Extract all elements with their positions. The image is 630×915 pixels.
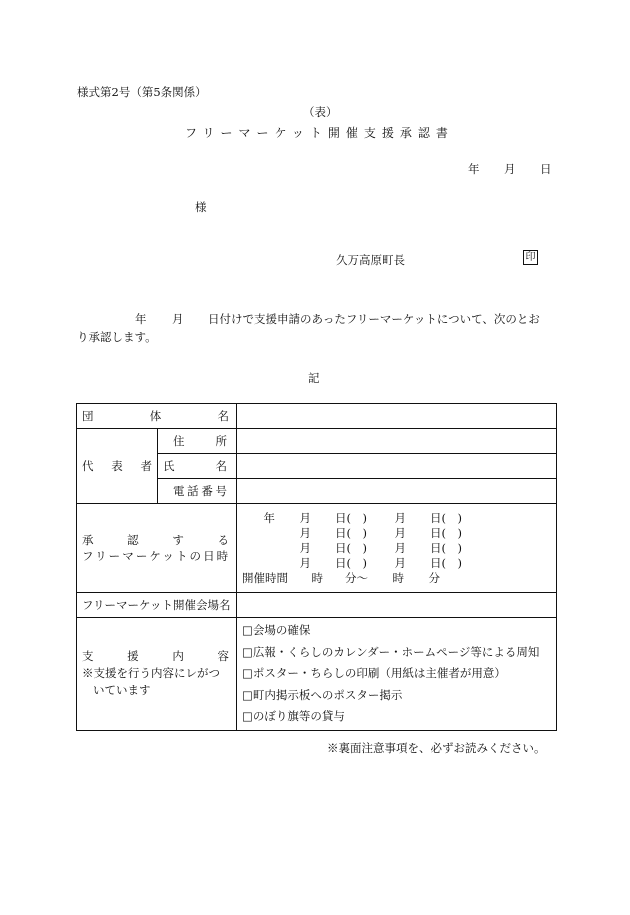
hours-line: 開催時間 時 分〜 時 分 [242, 570, 440, 585]
date-line: 年 月 日( ) 月 日( ) [263, 510, 462, 525]
side-label: （表） [303, 105, 338, 119]
person-name-label: 氏 名 [158, 454, 237, 479]
support-items [237, 618, 557, 731]
representative-label: 代 表 者 [77, 429, 158, 504]
support-item-printing[interactable]: □ポスター・ちらしの印刷（用紙は主催者が用意） [242, 666, 506, 680]
form-number: 様式第2号（第5条関係） [77, 85, 207, 99]
footer-note: ※裏面注意事項を、必ずお読みください。 [327, 741, 546, 755]
ki-heading: 記 [308, 371, 320, 385]
table-row [77, 504, 557, 593]
issuer-name: 久万高原町長 [336, 253, 405, 267]
table-row [77, 618, 557, 731]
seal-mark: 印 [523, 250, 538, 265]
date-line: 月 日( ) 月 日( ) [299, 555, 462, 570]
venue-field[interactable] [237, 593, 557, 618]
datetime-label: 承 認 す る フリーマーケットの日時 [77, 504, 237, 593]
support-item-board-posting[interactable]: □町内掲示板へのポスター掲示 [242, 687, 403, 702]
document-title: フリーマーケット開催支援承認書 [185, 126, 454, 140]
support-item-banner-loan[interactable]: □のぼり旗等の貸与 [242, 709, 345, 723]
support-item-venue[interactable]: □会場の確保 [242, 623, 311, 637]
application-table [76, 403, 557, 731]
phone-field[interactable] [237, 479, 557, 504]
phone-label: 電 話 番 号 [158, 479, 237, 504]
address-field[interactable] [237, 429, 557, 454]
group-name-field[interactable] [237, 404, 557, 429]
addressee-suffix: 様 [195, 200, 207, 214]
address-label: 住 所 [158, 429, 237, 454]
date-line: 月 日( ) 月 日( ) [299, 540, 462, 555]
support-item-publicity[interactable]: □広報・くらしのカレンダー・ホームページ等による周知 [242, 644, 540, 659]
table-row [77, 593, 557, 618]
person-name-field[interactable] [237, 454, 557, 479]
table-row [77, 429, 557, 454]
support-label: 支 援 内 容 ※支援を行う内容にレがつ いています [77, 618, 237, 731]
table-row [77, 404, 557, 429]
venue-label: フリーマーケット開催会場名 [77, 593, 237, 618]
datetime-field[interactable] [237, 504, 557, 593]
date-line: 月 日( ) 月 日( ) [299, 525, 462, 540]
group-name-label: 団 体 名 [77, 404, 237, 429]
